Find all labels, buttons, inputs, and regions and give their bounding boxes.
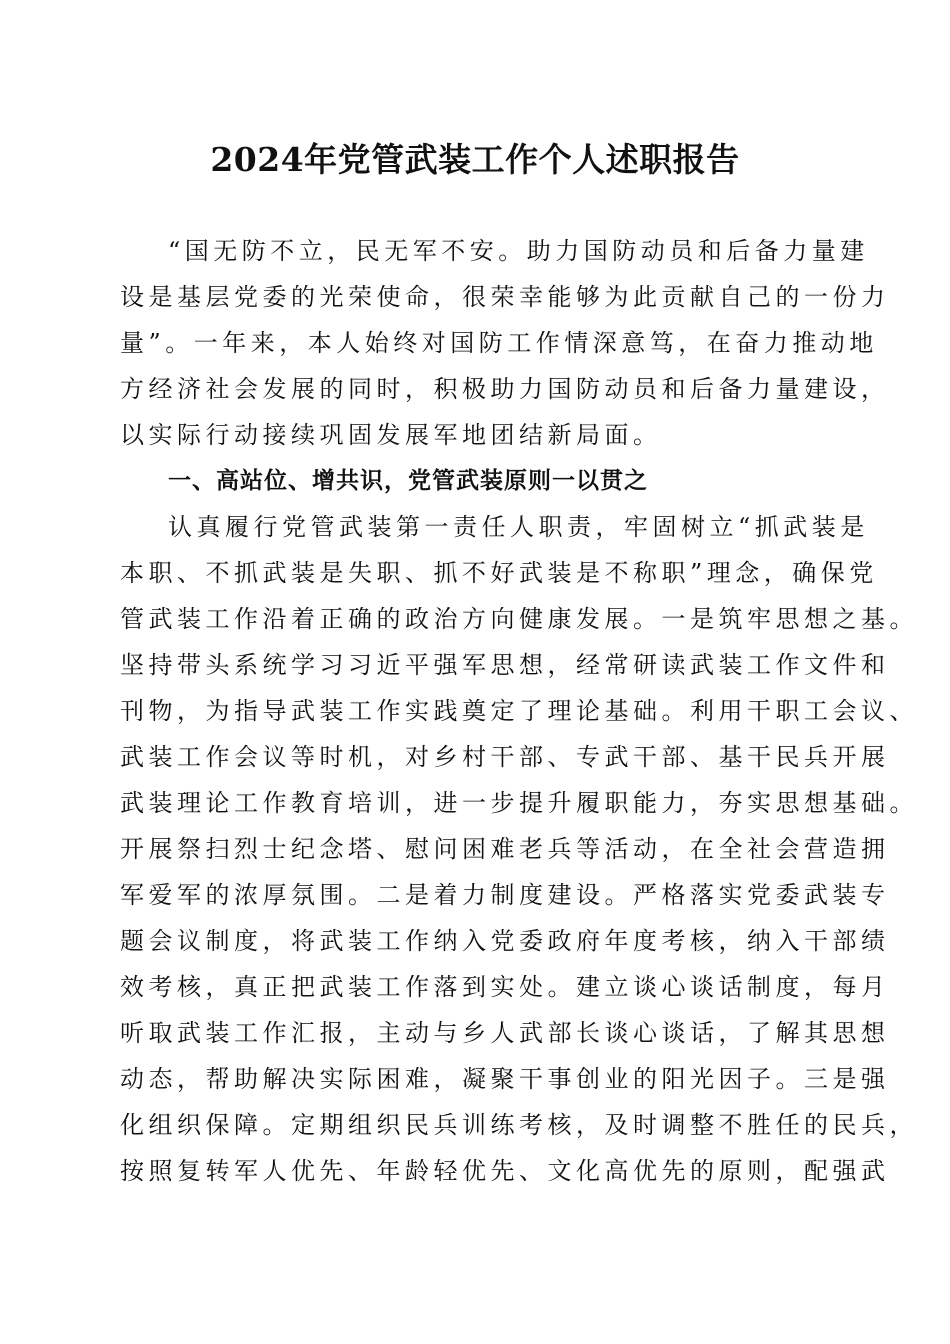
document-body [120, 228, 918, 1194]
paragraph-line: 刊物，为指导武装工作实践奠定了理论基础。利用干职工会议、 [120, 697, 918, 725]
paragraph-line: 化组织保障。定期组织民兵训练考核，及时调整不胜任的民兵， [120, 1111, 918, 1139]
paragraph-line: 开展祭扫烈士纪念塔、慰问困难老兵等活动，在全社会营造拥 [120, 835, 890, 863]
paragraph-line: 本职、不抓武装是失职、抓不好武装是不称职”理念，确保党 [120, 559, 878, 587]
paragraph-line: 按照复转军人优先、年龄轻优先、文化高优先的原则，配强武 [120, 1157, 890, 1185]
intro-line: 量”。一年来，本人始终对国防工作情深意笃，在奋力推动地 [120, 329, 878, 357]
paragraph-line: 管武装工作沿着正确的政治方向健康发展。一是筑牢思想之基。 [120, 605, 918, 633]
paragraph-line: 坚持带头系统学习习近平强军思想，经常研读武装工作文件和 [120, 651, 890, 679]
paragraph-line: 武装理论工作教育培训，进一步提升履职能力，夯实思想基础。 [120, 789, 918, 817]
paragraph-line: 效考核，真正把武装工作落到实处。建立谈心谈话制度，每月 [120, 973, 890, 1001]
paragraph-line: 听取武装工作汇报，主动与乡人武部长谈心谈话，了解其思想 [120, 1019, 890, 1047]
document-title: 2024年党管武装工作个人述职报告 [210, 140, 740, 179]
intro-line: 设是基层党委的光荣使命，很荣幸能够为此贡献自己的一份力 [120, 283, 890, 311]
paragraph-line: 认真履行党管武装第一责任人职责，牢固树立“抓武装是 [168, 513, 869, 541]
section-heading: 一、高站位、增共识，党管武装原则一以贯之 [168, 468, 648, 494]
paragraph-line: 动态，帮助解决实际困难，凝聚干事创业的阳光因子。三是强 [120, 1065, 890, 1093]
intro-line: 方经济社会发展的同时，积极助力国防动员和后备力量建设， [120, 375, 890, 403]
paragraph-line: 军爱军的浓厚氛围。二是着力制度建设。严格落实党委武装专 [120, 881, 890, 909]
paragraph-line: 武装工作会议等时机，对乡村干部、专武干部、基干民兵开展 [120, 743, 890, 771]
paragraph-line: 题会议制度，将武装工作纳入党委政府年度考核，纳入干部绩 [120, 927, 890, 955]
intro-line: 以实际行动接续巩固发展军地团结新局面。 [120, 421, 662, 449]
intro-line: “国无防不立，民无军不安。助力国防动员和后备力量建 [168, 237, 869, 265]
